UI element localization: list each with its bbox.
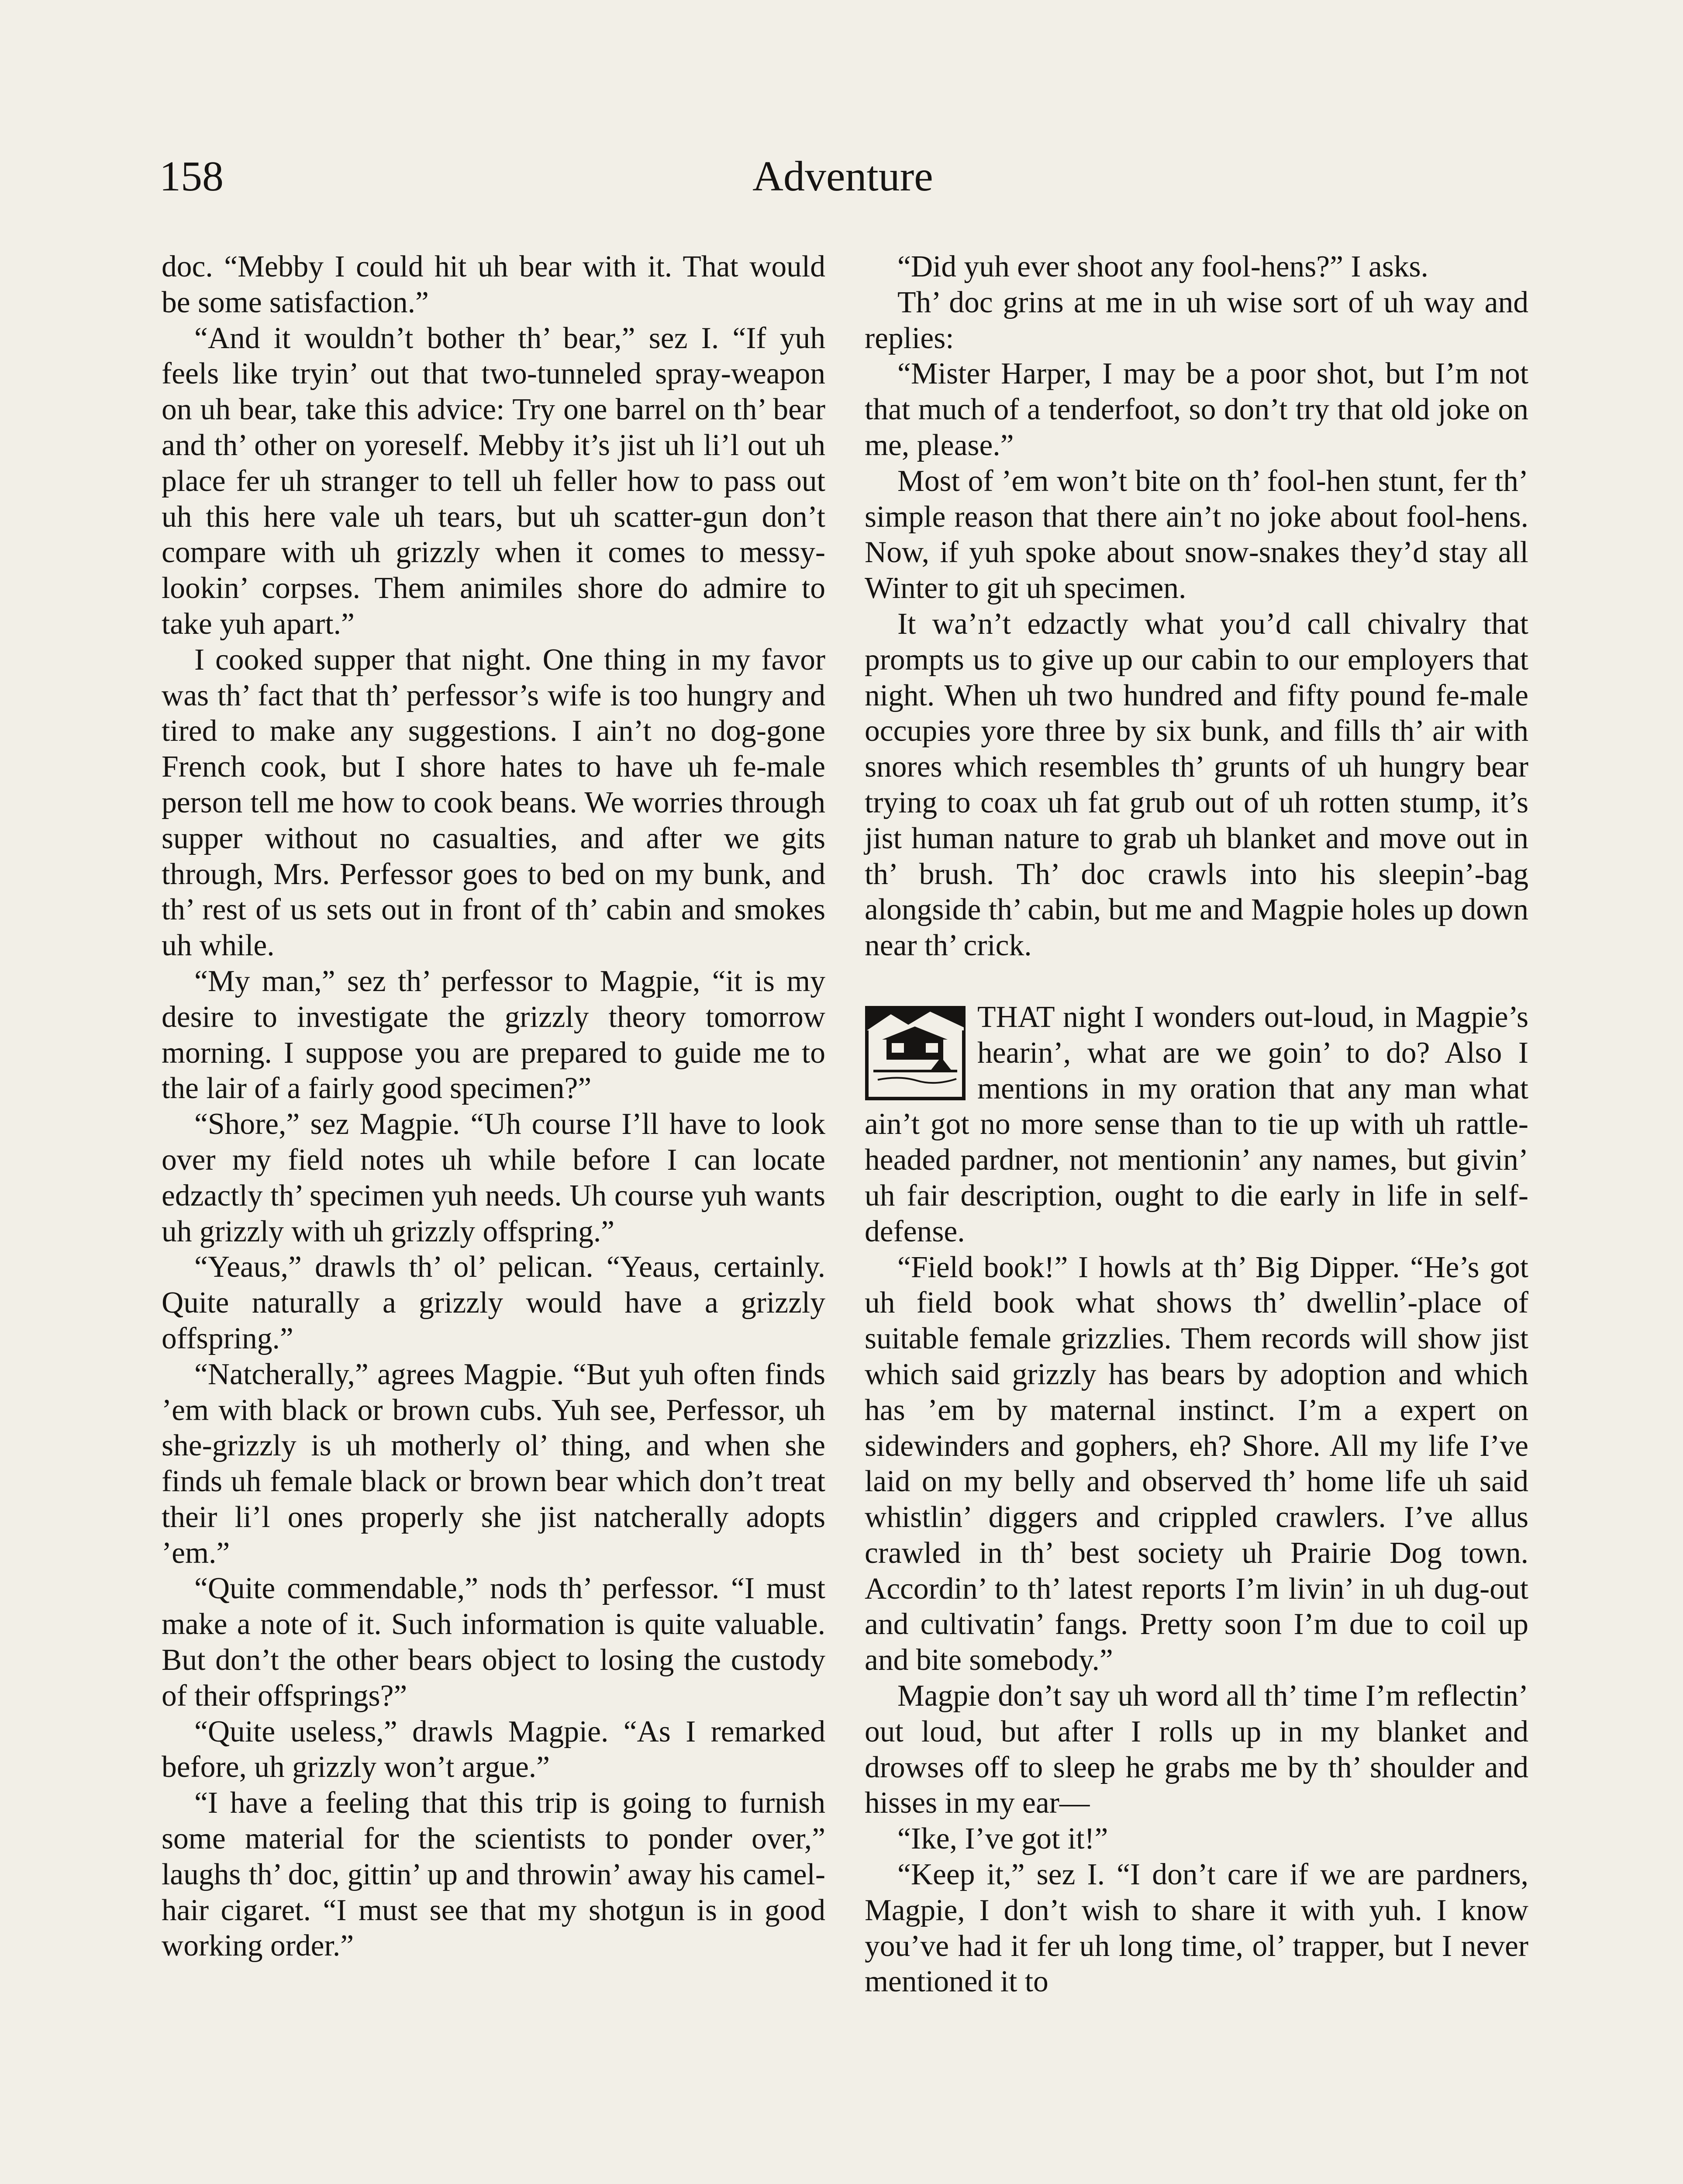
paragraph: Most of ’em won’t bite on th’ fool-hen stunt, fer th’ simple reason that there ain’t no joke about fool-hens. Now, if yuh spoke about snow-snakes they’d stay all Winter to git uh specimen.: [865, 464, 1528, 605]
paragraph: “I have a feeling that this trip is going to furnish some material for the scientists to ponder over,” laughs th’ doc, gittin’ up and throwin’ away his camel-hair cigaret. “I must see that my shotgun is in good working order.”: [162, 1786, 825, 1963]
running-head-title: Adventure: [752, 153, 933, 200]
paragraph: “Quite useless,” drawls Magpie. “As I remarked before, uh grizzly won’t argue.”: [162, 1714, 825, 1784]
paragraph: “Ike, I’ve got it!”: [897, 1822, 1108, 1856]
right-column: [865, 249, 1528, 2000]
campfire-scene-vignette-icon: [865, 1006, 966, 1101]
paragraph: Magpie don’t say uh word all th’ time I’m reflectin’ out loud, but after I rolls up in my blanket and drowses off to sleep he grabs me by th’ shoulder and hisses in my ear—: [865, 1679, 1528, 1820]
paragraph: It wa’n’t edzactly what you’d call chivalry that prompts us to give up our cabin to our employers that night. When uh two hundred and fifty pound fe-male occupies yore three by six bunk, and fills th’ air with snores which resembles th’ grunts of uh hungry bear trying to coax uh fat grub out of uh rotten stump, it’s jist human nature to grab uh blanket and move out in th’ brush. Th’ doc crawls into his sleepin’-bag alongside th’ cabin, but me and Magpie holes up down near th’ crick.: [865, 607, 1528, 963]
paragraph: “Quite commendable,” nods th’ perfessor. “I must make a note of it. Such information is quite valuable. But don’t the other bears object to losing the custody of their offsprings?”: [162, 1572, 825, 1713]
paragraph: “My man,” sez th’ perfessor to Magpie, “it is my desire to investigate the grizzly theory tomorrow morning. I suppose you are prepared to guide me to the lair of a fairly good specimen?”: [162, 964, 825, 1106]
paragraph: “Yeaus,” drawls th’ ol’ pelican. “Yeaus, certainly. Quite naturally a grizzly would have a grizzly offspring.”: [162, 1250, 825, 1355]
paragraph: “Mister Harper, I may be a poor shot, but I’m not that much of a tenderfoot, so don’t try that old joke on me, please.”: [865, 357, 1528, 462]
paragraph: “And it wouldn’t bother th’ bear,” sez I. “If yuh feels like tryin’ out that two-tunneled spray-weapon on uh bear, take this advice: Try one barrel on th’ bear and th’ other on yoreself. Mebby it’s jist uh li’l out uh place fer uh stranger to tell uh feller how to pass out uh this here vale uh tears, but uh scatter-gun don’t compare with uh grizzly when it comes to messy-lookin’ corpses. Them animiles shore do admire to take yuh apart.”: [162, 321, 825, 641]
paragraph: Th’ doc grins at me in uh wise sort of uh way and replies:: [865, 285, 1528, 355]
paragraph: “Field book!” I howls at th’ Big Dipper. “He’s got uh field book what shows th’ dwellin’-place of suitable female grizzlies. Them records will show jist which said grizzly has bears by adoption and which has ’em by maternal instinct. I’m a expert on sidewinders and gophers, eh? Shore. All my life I’ve laid on my belly and observed th’ home life uh said whistlin’ diggers and crippled crawlers. I’ve allus crawled in th’ best society uh Prairie Dog town. Accordin’ to th’ latest reports I’m livin’ in uh dug-out and cultivatin’ fangs. Pretty soon I’m due to coil up and bite somebody.”: [865, 1250, 1528, 1677]
page-number: 158: [159, 153, 224, 200]
paragraph: doc. “Mebby I could hit uh bear with it. That would be some satisfaction.”: [162, 250, 825, 319]
section-break: [865, 964, 1528, 999]
paragraph: “Shore,” sez Magpie. “Uh course I’ll have to look over my field notes uh while before I can locate edzactly th’ specimen yuh needs. Uh course yuh wants uh grizzly with uh grizzly offspring.”: [162, 1107, 825, 1248]
paragraph: I cooked supper that night. One thing in my favor was th’ fact that th’ perfessor’s wife is too hungry and tired to make any suggestions. I ain’t no dog-gone French cook, but I shore hates to have uh fe-male person tell me how to cook beans. We worries through supper without no casualties, and after we gits through, Mrs. Perfessor goes to bed on my bunk, and th’ rest of us sets out in front of th’ cabin and smokes uh while.: [162, 643, 825, 963]
paragraph: “Keep it,” sez I. “I don’t care if we are pardners, Magpie, I don’t wish to share it with yuh. I know you’ve had it fer uh long time, ol’ trapper, but I never mentioned it to: [865, 1858, 1528, 1999]
paragraph: “Did yuh ever shoot any fool-hens?” I asks.: [897, 250, 1428, 283]
paragraph: “Natcherally,” agrees Magpie. “But yuh often finds ’em with black or brown cubs. Yuh see, Perfessor, uh she-grizzly is uh motherly ol’ thing, and when she finds uh female black or brown bear which don’t treat their li’l ones properly she jist natcherally adopts ’em.”: [162, 1357, 825, 1570]
left-column: [162, 249, 825, 1964]
paragraph: THAT night I wonders out-loud, in Magpie’s hearin’, what are we goin’ to do? Also I mentions in my oration that any man what ain’t got no more sense than to tie up with uh rattle-headed pardner, not mentionin’ any names, but givin’ uh fair description, ought to die early in life in self-defense.: [865, 1000, 1528, 1248]
